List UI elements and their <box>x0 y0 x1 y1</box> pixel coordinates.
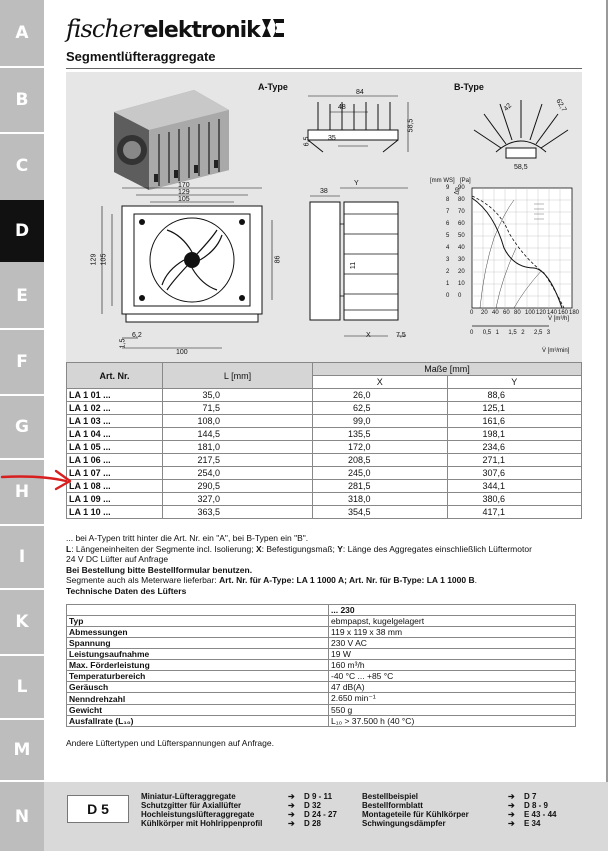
fan-table-header-row <box>67 605 576 616</box>
fan-data-value: ebmpapst, kugelgelagert <box>329 616 576 627</box>
fan-data-row <box>67 682 576 693</box>
note-l-desc: : Längeneinheiten der Segmente incl. Isolierung; <box>71 543 256 554</box>
tab-e[interactable] <box>0 264 44 328</box>
fan-data-row <box>67 627 576 638</box>
crossref-title: Schutzgitter für Axiallüfter <box>141 801 242 810</box>
graph-tick-m3h: 20 <box>481 310 488 316</box>
graph-tick-m3min: 1 <box>495 330 499 336</box>
fan-data-row <box>67 671 576 682</box>
cell-l: 363,5 <box>163 506 313 519</box>
table-row <box>67 402 582 415</box>
cell-x: 172,0 <box>313 441 448 454</box>
dim-side-y: Y <box>354 180 359 187</box>
dim-side-x: X <box>366 332 371 339</box>
graph-tick-mm: 0 <box>446 293 450 299</box>
notes <box>66 533 586 596</box>
graph-tick-pa: 20 <box>458 269 465 275</box>
dim-front-h105: 105 <box>100 253 108 266</box>
cell-y: 88,6 <box>447 389 582 402</box>
fan-data-row <box>67 705 576 716</box>
note-order-form: Bei Bestellung bitte Bestellformular benutzen. <box>66 564 253 575</box>
fan-data-row <box>67 638 576 649</box>
arrow-right-icon: ➔ <box>508 819 515 828</box>
cell-artnr: LA 1 02 ... <box>67 402 163 415</box>
logo-mark-icon <box>262 19 284 37</box>
graph-tick-m3min: 0 <box>470 330 474 336</box>
tab-label: I <box>18 547 26 567</box>
graph-tick-m3min: 3 <box>546 330 551 336</box>
graph-tick-m3min: 2,5 <box>534 330 543 336</box>
note-y-desc: : Länge des Aggregates einschließlich Lüftermotor <box>342 543 532 554</box>
fan-data-value: 47 dB(A) <box>329 682 576 693</box>
cell-artnr: LA 1 06 ... <box>67 454 163 467</box>
cell-y: 417,1 <box>447 506 582 519</box>
fan-table-header-empty <box>67 605 329 616</box>
dim-front-1-5: 1,5 <box>119 338 127 349</box>
dim-front-100: 100 <box>176 349 188 356</box>
dim-front-86: 86 <box>274 255 282 264</box>
dim-front-105: 105 <box>178 196 190 203</box>
crossref-page: D 24 - 27 <box>304 810 337 819</box>
crossref-page: D 7 <box>524 792 537 801</box>
note-legend <box>66 544 586 555</box>
tab-label: N <box>14 806 30 827</box>
tab-label: E <box>16 286 28 306</box>
tab-label: M <box>13 740 31 760</box>
dim-front-6-2: 6,2 <box>132 332 142 339</box>
arrow-right-icon: ➔ <box>508 792 515 801</box>
crossref-title: Bestellformblatt <box>362 801 423 810</box>
fan-data-key: Leistungsaufnahme <box>67 649 329 660</box>
arrow-right-icon: ➔ <box>288 792 295 801</box>
note-meterware <box>66 575 586 586</box>
graph-tick-m3min: 2 <box>521 330 525 336</box>
crossref-title: Miniatur-Lüfteraggregate <box>141 792 236 801</box>
graph-tick-mm: 7 <box>446 209 450 215</box>
fan-data-key: Gewicht <box>67 705 329 716</box>
arrow-right-icon: ➔ <box>508 810 515 819</box>
fan-data-value: 19 W <box>329 649 576 660</box>
crossref-link[interactable] <box>141 801 362 810</box>
note-x-desc: : Befestigungsmaß; <box>261 543 338 554</box>
tab-label: F <box>16 352 28 372</box>
note-type-suffix: ... bei A-Typen tritt hinter die Art. Nr. ein "A", bei B-Typen ein "B". <box>66 533 309 543</box>
column-header-y: Y <box>447 376 582 389</box>
graph-tick-m3min: 0,5 <box>482 330 492 336</box>
crossref-page: D 9 - 11 <box>304 792 333 801</box>
arrow-right-icon: ➔ <box>288 801 295 810</box>
fan-data-key: Max. Förderleistung <box>67 660 329 671</box>
tab-label: B <box>15 90 29 110</box>
graph-tick-m3min: 1,5 <box>508 330 517 336</box>
column-header-masse: Maße [mm] <box>313 363 582 376</box>
graph-tick-pa: 60 <box>458 221 465 227</box>
arrow-right-icon: ➔ <box>288 810 295 819</box>
graph-tick-m3h: 180 <box>569 310 580 316</box>
cell-l: 254,0 <box>163 467 313 480</box>
graph-tick-m3h: 140 <box>547 310 558 316</box>
arrow-right-icon: ➔ <box>508 801 515 810</box>
graph-tick-pa: 90 <box>458 185 465 191</box>
front-view-drawing <box>72 180 280 360</box>
crossref-page: D 8 - 9 <box>524 801 549 810</box>
crossref-page: E 43 - 44 <box>524 810 557 819</box>
graph-tick-pa: 10 <box>458 281 465 287</box>
cell-y: 307,6 <box>447 467 582 480</box>
table-row <box>67 441 582 454</box>
dim-a-58-5: 58,5 <box>407 118 415 133</box>
graph-x-label-m3h: V̇ [m³/h] <box>548 316 570 322</box>
fan-data-value: 119 x 119 x 38 mm <box>329 627 576 638</box>
fan-data-key: Temperaturbereich <box>67 671 329 682</box>
graph-tick-mm: 3 <box>446 257 450 263</box>
note-l: L <box>66 543 72 554</box>
tab-m[interactable] <box>0 720 44 780</box>
table-row <box>67 506 582 519</box>
cell-y: 161,6 <box>447 415 582 428</box>
graph-tick-m3h: 160 <box>558 310 569 316</box>
dim-side-7-5: 7,5 <box>396 332 406 339</box>
fan-data-row <box>67 616 576 627</box>
dim-b-62-7: 62,7 <box>554 97 568 114</box>
crossref-title: Kühlkörper mit Hohlrippenprofil <box>141 819 263 828</box>
table-row <box>67 467 582 480</box>
dim-b-58-5: 58,5 <box>514 164 528 171</box>
cell-l: 181,0 <box>163 441 313 454</box>
crossref-title: Hochleistungslüfteraggregate <box>141 810 255 819</box>
graph-tick-pa: 30 <box>458 257 465 263</box>
graph-tick-m3h: 40 <box>492 310 499 316</box>
graph-tick-m3h: 120 <box>536 310 547 316</box>
graph-tick-mm: 1 <box>446 281 450 287</box>
fan-data-row <box>67 716 576 727</box>
fan-data-table <box>66 604 576 727</box>
fan-data-value: 550 g <box>329 705 576 716</box>
graph-tick-pa: 0 <box>458 293 462 299</box>
brand-logo <box>66 15 260 43</box>
dim-side-11: 11 <box>350 261 358 270</box>
table-row <box>67 454 582 467</box>
table-row <box>67 389 582 402</box>
cell-y: 344,1 <box>447 480 582 493</box>
side-view-drawing <box>302 184 414 354</box>
table-row <box>67 428 582 441</box>
cell-x: 135,5 <box>313 428 448 441</box>
tab-n[interactable] <box>0 782 44 851</box>
cell-x: 26,0 <box>313 389 448 402</box>
cell-l: 217,5 <box>163 454 313 467</box>
column-header-l: L [mm] <box>163 363 313 389</box>
cell-l: 327,0 <box>163 493 313 506</box>
crossref-title: Schwingungsdämpfer <box>362 819 446 828</box>
fan-data-row <box>67 649 576 660</box>
note-period: . <box>474 575 477 585</box>
fan-data-value: -40 °C ... +85 °C <box>329 671 576 682</box>
dim-a-84: 84 <box>356 89 364 96</box>
logo-text-elektronik: elektronik <box>143 18 260 43</box>
logo-text-fischer: fischer <box>66 15 143 43</box>
cell-artnr: LA 1 07 ... <box>67 467 163 480</box>
graph-tick-mm: 9 <box>446 185 450 191</box>
table-row <box>67 480 582 493</box>
page-title: Segmentlüfteraggregate <box>66 49 216 64</box>
note-24v: 24 V DC Lüfter auf Anfrage <box>66 554 169 564</box>
graph-tick-m3h: 100 <box>525 310 536 316</box>
graph-tick-mm: 2 <box>446 269 450 275</box>
graph-tick-mm: 8 <box>446 197 450 203</box>
a-type-profile-drawing <box>298 92 418 164</box>
fan-data-key: Typ <box>67 616 329 627</box>
title-divider <box>66 68 582 69</box>
tab-label: K <box>15 612 29 632</box>
page-footer <box>44 782 608 851</box>
graph-unit-pa: [Pa] <box>460 178 471 184</box>
cell-x: 208,5 <box>313 454 448 467</box>
graph-tick-pa: 50 <box>458 233 465 239</box>
cell-l: 144,5 <box>163 428 313 441</box>
fan-data-value: 2.650 min⁻¹ <box>329 693 576 705</box>
cell-y: 234,6 <box>447 441 582 454</box>
cell-x: 245,0 <box>313 467 448 480</box>
dim-front-h129: 129 <box>90 253 98 266</box>
fan-data-row <box>67 693 576 705</box>
register-tabs <box>0 0 44 851</box>
fan-data-heading: Technische Daten des Lüfters <box>66 585 187 596</box>
note-x: X <box>255 543 262 554</box>
dim-a-6-5: 6,5 <box>303 136 311 147</box>
cell-y: 198,1 <box>447 428 582 441</box>
dim-b-42: 42 <box>502 102 514 113</box>
tab-label: A <box>15 23 29 43</box>
cell-x: 99,0 <box>313 415 448 428</box>
cell-x: 281,5 <box>313 480 448 493</box>
dimensions-table-body <box>67 389 582 519</box>
note-meterware-text: Segmente auch als Meterware lieferbar: <box>66 575 220 585</box>
crossref-page: D 28 <box>304 819 321 828</box>
dim-front-170: 170 <box>178 182 190 189</box>
technical-drawings <box>66 72 582 362</box>
fan-data-key: Nenndrehzahl <box>67 693 329 705</box>
cell-y: 271,1 <box>447 454 582 467</box>
tab-l[interactable] <box>0 656 44 718</box>
crossref-link[interactable] <box>362 801 582 810</box>
dim-a-48: 48 <box>338 104 346 111</box>
cell-artnr: LA 1 01 ... <box>67 389 163 402</box>
crossref-link[interactable] <box>141 819 362 828</box>
catalog-page <box>44 0 608 851</box>
note-y: Y <box>337 543 343 554</box>
cell-artnr: LA 1 03 ... <box>67 415 163 428</box>
fan-data-key: Spannung <box>67 638 329 649</box>
crossref-link[interactable] <box>362 819 582 828</box>
graph-tick-pa: 70 <box>458 209 465 215</box>
dim-a-35: 35 <box>328 135 336 142</box>
cell-artnr: LA 1 09 ... <box>67 493 163 506</box>
fan-table-header-value: ... 230 <box>329 605 576 616</box>
cell-artnr: LA 1 08 ... <box>67 480 163 493</box>
tab-label: H <box>14 482 30 502</box>
crossref-page: D 32 <box>304 801 321 810</box>
tab-f[interactable] <box>0 330 44 394</box>
cell-x: 318,0 <box>313 493 448 506</box>
tab-label: D <box>14 221 30 241</box>
fan-data-key: Ausfallrate (L₁₀) <box>67 716 329 727</box>
tab-label: G <box>15 417 29 437</box>
tab-a[interactable] <box>0 0 44 66</box>
cell-y: 125,1 <box>447 402 582 415</box>
dim-front-129: 129 <box>178 189 190 196</box>
other-fans-note: Andere Lüftertypen und Lüfterspannungen auf Anfrage. <box>66 738 274 748</box>
tab-label: C <box>15 156 29 176</box>
tab-label: L <box>16 677 28 697</box>
cell-artnr: LA 1 04 ... <box>67 428 163 441</box>
graph-tick-mm: 5 <box>446 233 450 239</box>
cell-l: 290,5 <box>163 480 313 493</box>
dim-side-38: 38 <box>320 188 328 195</box>
page-number: D 5 <box>67 795 129 823</box>
graph-tick-m3h: 60 <box>503 310 510 316</box>
fan-data-key: Abmessungen <box>67 627 329 638</box>
graph-x-label-m3min: V̇ [m³/min] <box>542 348 570 354</box>
cell-y: 380,6 <box>447 493 582 506</box>
fan-data-row <box>67 660 576 671</box>
graph-dp-symbol: Δp <box>454 187 461 195</box>
graph-unit-mmws: [mm WS] <box>430 178 455 184</box>
tab-k[interactable] <box>0 590 44 654</box>
graph-tick-mm: 4 <box>446 245 450 251</box>
tab-d-active[interactable] <box>0 200 44 262</box>
cell-l: 108,0 <box>163 415 313 428</box>
graph-tick-m3h: 80 <box>514 310 521 316</box>
arrow-right-icon: ➔ <box>288 819 295 828</box>
product-photo <box>104 82 234 192</box>
tab-i[interactable] <box>0 526 44 588</box>
crossref-link[interactable] <box>362 810 582 819</box>
crossref-link[interactable] <box>141 810 362 819</box>
dimensions-table <box>66 362 582 519</box>
crossref-title: Bestellbeispiel <box>362 792 419 801</box>
fan-data-body <box>67 605 576 727</box>
crossref-link[interactable] <box>362 792 582 801</box>
table-row <box>67 493 582 506</box>
graph-tick-pa: 80 <box>458 197 465 203</box>
red-pointer-arrow-icon <box>0 467 110 491</box>
fan-data-value: 230 V AC <box>329 638 576 649</box>
graph-tick-pa: 40 <box>458 245 465 251</box>
column-header-x: X <box>313 376 448 389</box>
cell-l: 35,0 <box>163 389 313 402</box>
tab-b[interactable] <box>0 68 44 132</box>
b-type-label: B-Type <box>454 82 484 92</box>
cell-x: 62,5 <box>313 402 448 415</box>
note-meterware-artnr: Art. Nr. für A-Type: LA 1 1000 A; Art. Nr. für B-Type: LA 1 1000 B <box>219 575 475 585</box>
cell-l: 71,5 <box>163 402 313 415</box>
tab-c[interactable] <box>0 134 44 198</box>
fan-data-key: Geräusch <box>67 682 329 693</box>
cell-artnr: LA 1 05 ... <box>67 441 163 454</box>
tab-g[interactable] <box>0 396 44 458</box>
a-type-label: A-Type <box>258 82 288 92</box>
column-header-artnr: Art. Nr. <box>67 363 163 389</box>
cell-x: 354,5 <box>313 506 448 519</box>
graph-tick-m3h: 0 <box>470 310 474 316</box>
fan-data-value: L₁₀ > 37.500 h (40 °C) <box>329 716 576 727</box>
fan-data-value: 160 m³/h <box>329 660 576 671</box>
crossref-title: Montageteile für Kühlkörper <box>362 810 469 819</box>
table-row <box>67 415 582 428</box>
cell-artnr: LA 1 10 ... <box>67 506 163 519</box>
crossref-page: E 34 <box>524 819 541 828</box>
crossref-link[interactable] <box>141 792 362 801</box>
graph-tick-mm: 6 <box>446 221 450 227</box>
